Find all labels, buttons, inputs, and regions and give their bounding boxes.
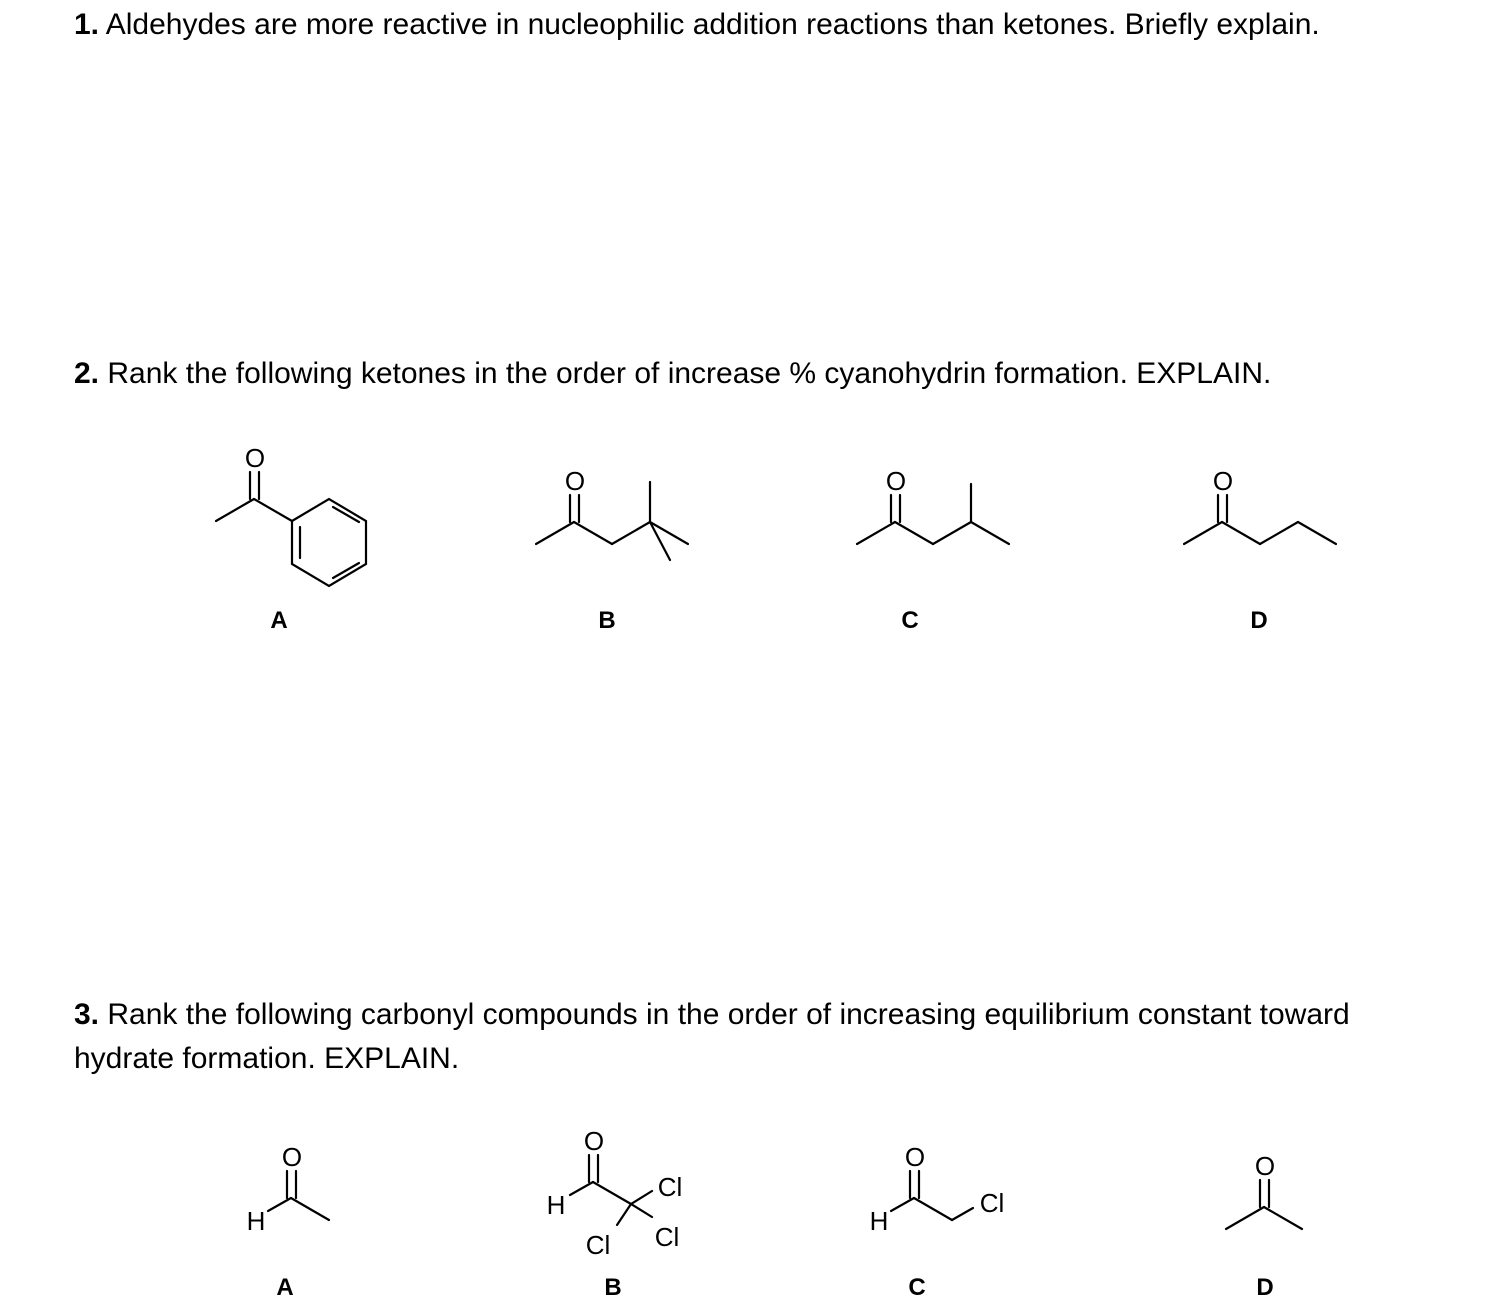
q2-compound-a-acetophenone — [216, 443, 366, 634]
q3-compound-b-chloral — [547, 1126, 683, 1301]
q3-b-cl-bond-3 — [617, 1204, 631, 1225]
q2-compound-c — [857, 466, 1009, 634]
q2-label-a: A — [270, 607, 288, 634]
q3-c-oxygen: O — [904, 1142, 926, 1172]
q3-b-cl-bond-2 — [631, 1204, 652, 1217]
q3-label-b: B — [604, 1274, 622, 1301]
q3-a-oxygen: O — [281, 1142, 303, 1172]
q2-a-ring-bond — [254, 499, 292, 521]
q3-a-h-bond — [268, 1198, 291, 1211]
q2-c-methyl-bond — [857, 522, 895, 544]
q3-c-cl-bond — [952, 1208, 973, 1220]
q3-c-hydrogen: H — [869, 1206, 889, 1236]
q3-b-chlorine-1: Cl — [657, 1172, 683, 1202]
q2-d-methyl-bond — [1184, 522, 1222, 544]
q2-label-c: C — [901, 607, 919, 634]
q2-c-oxygen: O — [885, 466, 907, 496]
q2-d-oxygen: O — [1212, 466, 1234, 496]
q2-a-benzene-ring — [292, 499, 366, 586]
q3-b-oxygen: O — [583, 1126, 605, 1156]
q3-a-methyl-bond — [291, 1198, 329, 1220]
q2-c-chain-bond-2 — [933, 522, 971, 544]
q3-b-cl-bond-1 — [631, 1191, 652, 1204]
question-2-number: 2. — [74, 357, 100, 390]
q3-d-methyl-bond-2 — [1264, 1207, 1302, 1229]
q3-label-d: D — [1256, 1274, 1274, 1301]
q3-b-hydrogen: H — [546, 1190, 566, 1220]
q2-a-oxygen: O — [244, 443, 266, 473]
q2-compound-b — [536, 466, 688, 634]
question-2-text: Rank the following ketones in the order of increase % cyanohydrin formation. EXPLAIN. — [99, 357, 1272, 390]
q3-d-oxygen: O — [1254, 1151, 1276, 1181]
q2-b-chain-bond — [574, 522, 612, 544]
q3-compound-c-chloropropanal — [870, 1142, 1005, 1301]
q3-c-chlorine: Cl — [979, 1188, 1005, 1218]
q2-d-chain-bond-3 — [1298, 522, 1336, 544]
q3-label-c: C — [908, 1274, 926, 1301]
q2-c-isopropyl-right — [971, 522, 1009, 544]
q3-compound-a-acetaldehyde — [247, 1142, 329, 1301]
q3-compound-d-acetone — [1226, 1151, 1302, 1301]
q3-d-methyl-bond-1 — [1226, 1207, 1264, 1229]
q3-b-chlorine-2: Cl — [654, 1222, 680, 1252]
question-3-number: 3. — [74, 998, 100, 1031]
q2-b-chain-bond-2 — [612, 522, 650, 544]
q2-label-d: D — [1250, 607, 1268, 634]
question-1-number: 1. — [74, 8, 100, 41]
q2-d-chain-bond — [1222, 522, 1260, 544]
q2-b-oxygen: O — [564, 466, 586, 496]
question-1-text: Aldehydes are more reactive in nucleophilic addition reactions than ketones. Briefly explain. — [99, 8, 1320, 41]
q3-b-chlorine-3: Cl — [585, 1230, 611, 1260]
question-3-text: Rank the following carbonyl compounds in the order of increasing equilibrium constant toward hydrate formation. EXPLAIN. — [74, 998, 1359, 1075]
q2-a-methyl-bond — [216, 499, 254, 521]
q2-c-chain-bond — [895, 522, 933, 544]
q2-label-b: B — [598, 607, 616, 634]
q3-c-h-bond — [891, 1198, 914, 1211]
q3-c-chain-bond — [914, 1198, 952, 1220]
q3-b-ccl3-bond — [593, 1182, 631, 1204]
q3-a-hydrogen: H — [246, 1206, 266, 1236]
q2-compound-d — [1184, 466, 1336, 634]
q3-label-a: A — [276, 1274, 294, 1301]
q3-b-h-bond — [570, 1182, 593, 1195]
q2-b-methyl-bond — [536, 522, 574, 544]
q2-d-chain-bond-2 — [1260, 522, 1298, 544]
